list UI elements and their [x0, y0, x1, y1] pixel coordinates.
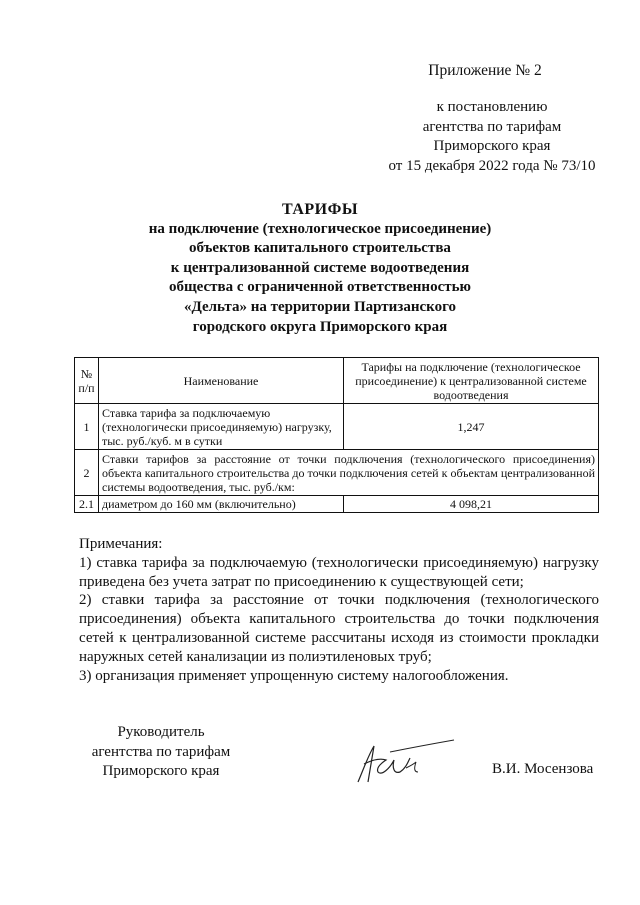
note-item: 3) организация применяет упрощенную систему налогообложения. — [79, 667, 509, 684]
note-item: 1) ставка тарифа за подключаемую (технологически присоединяемую) нагрузку приведена без учета затрат по присоединению к существующей сети; — [79, 554, 599, 590]
notes-section — [79, 535, 599, 685]
row-number: 1 — [75, 404, 99, 450]
appendix-line: Приморского края — [433, 138, 551, 154]
document-title — [110, 200, 530, 337]
title-line: на подключение (технологическое присоединение) — [148, 220, 492, 237]
appendix-date-line: от 15 декабря 2022 года № 73/10 — [388, 157, 596, 174]
signer-position-line: агентства по тарифам — [91, 743, 231, 760]
row-number: 2.1 — [75, 496, 99, 513]
header-cell-number: № п/п — [75, 358, 99, 404]
header-cell-name: Наименование — [99, 358, 344, 404]
appendix-number: Приложение № 2 — [428, 62, 542, 79]
notes-heading: Примечания: — [79, 536, 163, 552]
row-value: 1,247 — [344, 404, 599, 450]
handwritten-signature — [350, 738, 460, 786]
appendix-reference — [372, 98, 612, 176]
title-line: к централизованной системе водоотведения — [170, 259, 470, 276]
row-name: диаметром до 160 мм (включительно) — [99, 496, 344, 513]
signer-name: В.И. Мосензова — [492, 761, 594, 777]
title-heading: ТАРИФЫ — [281, 201, 359, 218]
row-name: Ставка тарифа за подключаемую (технологически присоединяемую) нагрузку, тыс. руб./куб. м в сутки — [99, 404, 344, 450]
signer-position — [76, 723, 246, 782]
title-line: объектов капитального строительства — [189, 240, 451, 257]
tariffs-table — [74, 357, 599, 513]
row-number: 2 — [75, 450, 99, 496]
title-line: «Дельта» на территории Партизанского — [183, 298, 457, 315]
signer-position-line: Приморского края — [102, 763, 220, 779]
title-line: общества с ограниченной ответственностью — [169, 279, 471, 296]
signer-position-line: Руководитель — [117, 724, 205, 740]
appendix-line: агентства по тарифам — [422, 118, 562, 135]
table-header-row — [75, 358, 599, 404]
table-row — [75, 496, 599, 513]
table-row — [75, 404, 599, 450]
appendix-line: к постановлению — [436, 99, 548, 115]
row-name: Ставки тарифов за расстояние от точки подключения (технологического присоединения) объекта капитального строительства до точки подключения сетей к объектам централизованной системы водоотведения, тыс. руб./км: — [99, 450, 599, 496]
header-cell-tariff: Тарифы на подключение (технологическое присоединение) к централизованной системе водоотведения — [344, 358, 599, 404]
row-value: 4 098,21 — [344, 496, 599, 513]
table-row — [75, 450, 599, 496]
note-item: 2) ставки тарифа за расстояние от точки подключения (технологического присоединения) объекта капитального строительства до точки подключения сетей к централизованной системе рассчитаны исходя из стоимости прокладки наружных сетей канализации из полиэтиленовых труб; — [79, 592, 599, 665]
title-line: городского округа Приморского края — [192, 318, 448, 335]
